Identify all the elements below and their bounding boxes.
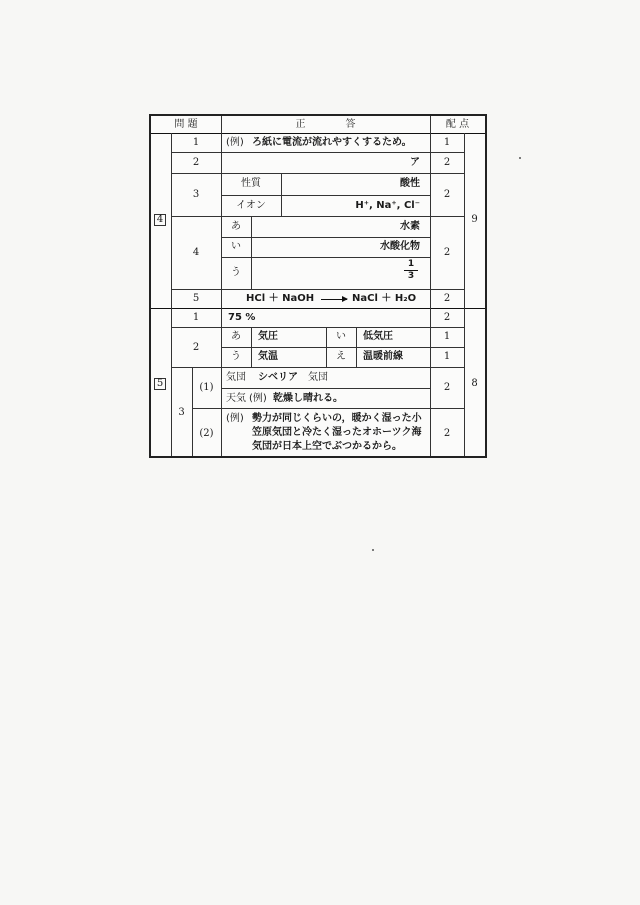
q4-item-2-answer: ア — [410, 157, 420, 168]
q5-item-2-i-label: い — [336, 331, 346, 342]
header-rule — [151, 133, 485, 134]
q5-item-3-air-mass-value: シベリア — [258, 372, 298, 383]
q5-item-3-sub-2-line-2: 笠原気団と冷たく湿ったオホーツク海 — [252, 427, 422, 438]
q4-item-4-u-label: う — [231, 267, 241, 278]
question-5-number: 5 — [154, 378, 166, 390]
q5-total-points: 8 — [471, 378, 478, 389]
q4-item-3-points: 2 — [443, 189, 451, 200]
q5-item-2-e-label: え — [336, 351, 346, 362]
q5-item-2-a-value: 気圧 — [258, 331, 278, 342]
rule — [171, 152, 464, 153]
q5-item-2-u-label: う — [231, 351, 241, 362]
q4-item-4-points: 2 — [443, 247, 451, 258]
q4-item-3-ion-label: イオン — [236, 200, 266, 211]
question-4-number: 4 — [154, 214, 166, 226]
q5-item-3-sub-1-points: 2 — [443, 382, 451, 393]
q4-item-5-number: 5 — [192, 293, 200, 304]
q5-item-1-answer: 75 % — [228, 312, 256, 323]
q5-item-2-points-2: 1 — [443, 351, 451, 362]
header-answer: 正 答 — [295, 119, 356, 130]
q5-item-1-points: 2 — [443, 312, 451, 323]
rule — [221, 257, 430, 258]
q4-item-4-i-label: い — [231, 241, 241, 252]
fraction-numerator: 1 — [407, 259, 415, 269]
q5-item-3-air-mass-label: 気団 — [226, 372, 246, 383]
q4-item-3-property-label: 性質 — [241, 178, 261, 189]
scan-speck — [519, 157, 521, 159]
section-rule — [151, 308, 485, 309]
rule — [464, 133, 465, 456]
q4-item-5-points: 2 — [443, 293, 451, 304]
rule — [356, 327, 357, 367]
q4-item-3-ion-value: H⁺, Na⁺, Cl⁻ — [355, 200, 420, 211]
q4-item-4-number: 4 — [192, 247, 200, 258]
q5-item-2-u-value: 気温 — [258, 351, 278, 362]
q4-item-2-points: 2 — [443, 157, 451, 168]
q5-item-3-sub-2-line-1: 勢力が同じくらいの，暖かく湿った小 — [252, 413, 422, 424]
rule — [221, 116, 222, 456]
q4-item-3-number: 3 — [192, 189, 200, 200]
q4-item-5-equation-right: NaCl ＋ H₂O — [352, 293, 417, 304]
q5-item-1-number: 1 — [192, 312, 200, 323]
reaction-arrow-icon — [321, 299, 347, 300]
q5-item-3-weather-prefix: (例) — [249, 393, 267, 404]
q4-item-1-prefix: (例) — [226, 137, 244, 148]
rule — [251, 327, 252, 367]
rule — [171, 327, 464, 328]
q4-item-4-i-value: 水酸化物 — [380, 241, 420, 252]
q5-item-3-air-mass-suffix: 気団 — [308, 372, 328, 383]
q5-item-2-number: 2 — [192, 342, 200, 353]
q4-item-1-answer: ろ紙に電流が流れやすくするため。 — [252, 137, 412, 148]
q5-item-2-a-label: あ — [231, 331, 241, 342]
q4-total-points: 9 — [471, 214, 478, 225]
rule — [192, 408, 464, 409]
q4-item-4-a-value: 水素 — [400, 221, 420, 232]
q5-item-2-i-value: 低気圧 — [363, 331, 393, 342]
rule — [221, 388, 430, 389]
answer-table — [149, 114, 487, 458]
q4-item-3-property-value: 酸性 — [400, 178, 420, 189]
q5-item-3-sub-2-number: (2) — [199, 428, 214, 439]
q4-item-2-number: 2 — [192, 157, 200, 168]
q5-item-2-points-1: 1 — [443, 331, 451, 342]
rule — [171, 216, 464, 217]
q4-item-1-number: 1 — [192, 137, 200, 148]
rule — [221, 347, 464, 348]
rule — [221, 195, 430, 196]
q4-item-5-equation-left: HCl ＋ NaOH — [246, 293, 315, 304]
header-score: 配 点 — [445, 119, 470, 130]
q5-item-3-sub-2-prefix: (例) — [226, 413, 244, 424]
q4-item-1-points: 1 — [443, 137, 451, 148]
q5-item-2-e-value: 温暖前線 — [363, 351, 403, 362]
q5-item-3-sub-2-line-3: 気団が日本上空でぶつかるから。 — [252, 441, 402, 452]
rule — [192, 367, 193, 456]
fraction-denominator: 3 — [407, 271, 415, 281]
rule — [171, 367, 464, 368]
rule — [171, 173, 464, 174]
q5-item-3-weather-label: 天気 — [226, 393, 246, 404]
q5-item-3-number: 3 — [178, 407, 185, 418]
q4-item-4-a-label: あ — [231, 221, 241, 232]
rule — [281, 173, 282, 216]
rule — [251, 216, 252, 289]
q5-item-3-sub-1-number: (1) — [199, 382, 214, 393]
rule — [221, 237, 430, 238]
q5-item-3-sub-2-points: 2 — [443, 428, 451, 439]
q4-item-4-u-fraction — [404, 260, 418, 281]
q5-item-3-weather-value: 乾燥し晴れる。 — [273, 393, 343, 404]
header-question: 問 題 — [174, 119, 198, 130]
scan-speck — [372, 549, 374, 551]
rule — [171, 289, 464, 290]
